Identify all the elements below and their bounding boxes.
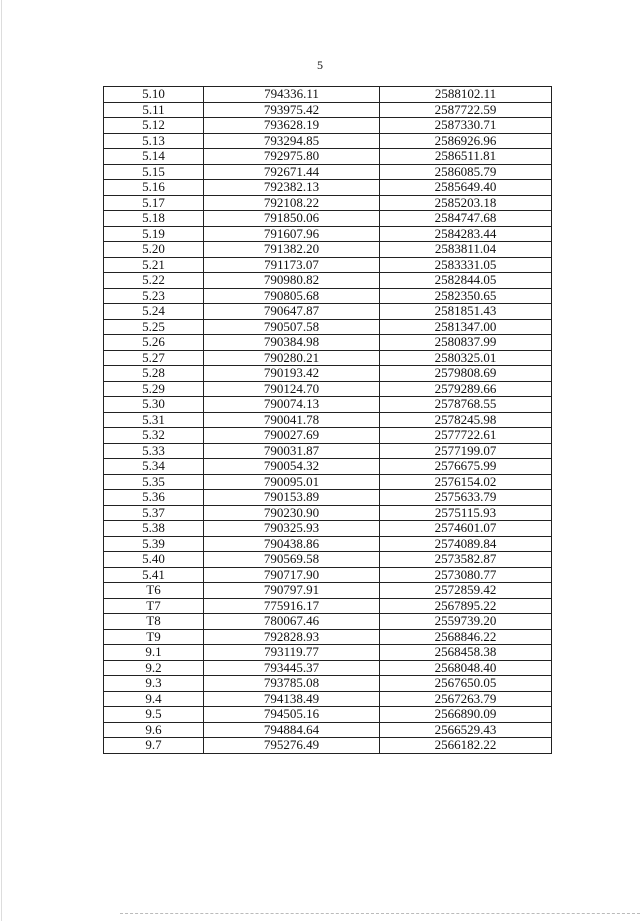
y-coordinate-cell: 2584747.68 [380, 211, 552, 227]
y-coordinate-cell: 2567895.22 [380, 598, 552, 614]
point-id-cell: 5.20 [104, 242, 204, 258]
x-coordinate-cell: 793785.08 [204, 676, 380, 692]
point-id-cell: T7 [104, 598, 204, 614]
table-row [104, 691, 552, 707]
y-coordinate-cell: 2575115.93 [380, 505, 552, 521]
x-coordinate-cell: 792108.22 [204, 195, 380, 211]
point-id-cell: 5.27 [104, 350, 204, 366]
x-coordinate-cell: 791607.96 [204, 226, 380, 242]
coordinates-table-body [104, 87, 552, 754]
y-coordinate-cell: 2584283.44 [380, 226, 552, 242]
table-row [104, 521, 552, 537]
y-coordinate-cell: 2578245.98 [380, 412, 552, 428]
point-id-cell: 5.31 [104, 412, 204, 428]
x-coordinate-cell: 790031.87 [204, 443, 380, 459]
table-row [104, 567, 552, 583]
table-row [104, 118, 552, 134]
point-id-cell: 5.24 [104, 304, 204, 320]
y-coordinate-cell: 2588102.11 [380, 87, 552, 103]
table-row [104, 164, 552, 180]
table-row [104, 412, 552, 428]
x-coordinate-cell: 794336.11 [204, 87, 380, 103]
table-row [104, 443, 552, 459]
x-coordinate-cell: 791173.07 [204, 257, 380, 273]
table-row [104, 614, 552, 630]
x-coordinate-cell: 794138.49 [204, 691, 380, 707]
y-coordinate-cell: 2585649.40 [380, 180, 552, 196]
x-coordinate-cell: 790384.98 [204, 335, 380, 351]
table-row [104, 722, 552, 738]
bottom-scan-line [120, 913, 640, 914]
table-row [104, 211, 552, 227]
y-coordinate-cell: 2585203.18 [380, 195, 552, 211]
y-coordinate-cell: 2580837.99 [380, 335, 552, 351]
table-row [104, 335, 552, 351]
table-row [104, 226, 552, 242]
x-coordinate-cell: 792975.80 [204, 149, 380, 165]
y-coordinate-cell: 2579808.69 [380, 366, 552, 382]
table-row [104, 273, 552, 289]
y-coordinate-cell: 2566529.43 [380, 722, 552, 738]
table-row [104, 381, 552, 397]
scan-edge-line [1, 0, 2, 921]
point-id-cell: 9.2 [104, 660, 204, 676]
point-id-cell: T9 [104, 629, 204, 645]
point-id-cell: 5.32 [104, 428, 204, 444]
point-id-cell: 5.13 [104, 133, 204, 149]
y-coordinate-cell: 2577722.61 [380, 428, 552, 444]
y-coordinate-cell: 2583331.05 [380, 257, 552, 273]
y-coordinate-cell: 2586085.79 [380, 164, 552, 180]
point-id-cell: 9.7 [104, 738, 204, 754]
point-id-cell: 5.16 [104, 180, 204, 196]
point-id-cell: 5.38 [104, 521, 204, 537]
table-row [104, 660, 552, 676]
table-row [104, 676, 552, 692]
point-id-cell: 5.21 [104, 257, 204, 273]
table-row [104, 474, 552, 490]
x-coordinate-cell: 791382.20 [204, 242, 380, 258]
table-row [104, 459, 552, 475]
y-coordinate-cell: 2582350.65 [380, 288, 552, 304]
point-id-cell: 5.15 [104, 164, 204, 180]
x-coordinate-cell: 790717.90 [204, 567, 380, 583]
x-coordinate-cell: 791850.06 [204, 211, 380, 227]
table-row [104, 180, 552, 196]
x-coordinate-cell: 790095.01 [204, 474, 380, 490]
point-id-cell: 5.39 [104, 536, 204, 552]
point-id-cell: 5.29 [104, 381, 204, 397]
x-coordinate-cell: 790193.42 [204, 366, 380, 382]
table-row [104, 149, 552, 165]
table-row [104, 304, 552, 320]
point-id-cell: 5.30 [104, 397, 204, 413]
y-coordinate-cell: 2577199.07 [380, 443, 552, 459]
x-coordinate-cell: 790325.93 [204, 521, 380, 537]
point-id-cell: 5.11 [104, 102, 204, 118]
point-id-cell: 5.36 [104, 490, 204, 506]
point-id-cell: 5.10 [104, 87, 204, 103]
table-row [104, 133, 552, 149]
table-row [104, 195, 552, 211]
point-id-cell: 5.28 [104, 366, 204, 382]
point-id-cell: 9.5 [104, 707, 204, 723]
table-row [104, 288, 552, 304]
y-coordinate-cell: 2587722.59 [380, 102, 552, 118]
x-coordinate-cell: 790124.70 [204, 381, 380, 397]
y-coordinate-cell: 2581851.43 [380, 304, 552, 320]
x-coordinate-cell: 775916.17 [204, 598, 380, 614]
point-id-cell: 5.25 [104, 319, 204, 335]
table-row [104, 428, 552, 444]
table-row [104, 598, 552, 614]
table-row [104, 350, 552, 366]
point-id-cell: 5.41 [104, 567, 204, 583]
x-coordinate-cell: 790153.89 [204, 490, 380, 506]
y-coordinate-cell: 2574089.84 [380, 536, 552, 552]
table-row [104, 552, 552, 568]
y-coordinate-cell: 2575633.79 [380, 490, 552, 506]
point-id-cell: 5.23 [104, 288, 204, 304]
table-row [104, 87, 552, 103]
x-coordinate-cell: 792828.93 [204, 629, 380, 645]
table-row [104, 397, 552, 413]
y-coordinate-cell: 2568048.40 [380, 660, 552, 676]
point-id-cell: T6 [104, 583, 204, 599]
table-row [104, 490, 552, 506]
y-coordinate-cell: 2567263.79 [380, 691, 552, 707]
point-id-cell: 5.17 [104, 195, 204, 211]
y-coordinate-cell: 2574601.07 [380, 521, 552, 537]
y-coordinate-cell: 2576675.99 [380, 459, 552, 475]
y-coordinate-cell: 2586926.96 [380, 133, 552, 149]
x-coordinate-cell: 790569.58 [204, 552, 380, 568]
x-coordinate-cell: 790647.87 [204, 304, 380, 320]
x-coordinate-cell: 790797.91 [204, 583, 380, 599]
x-coordinate-cell: 790507.58 [204, 319, 380, 335]
y-coordinate-cell: 2576154.02 [380, 474, 552, 490]
table-row [104, 319, 552, 335]
table-row [104, 645, 552, 661]
y-coordinate-cell: 2579289.66 [380, 381, 552, 397]
point-id-cell: 5.19 [104, 226, 204, 242]
table-row [104, 242, 552, 258]
point-id-cell: 9.4 [104, 691, 204, 707]
point-id-cell: 5.22 [104, 273, 204, 289]
x-coordinate-cell: 793119.77 [204, 645, 380, 661]
x-coordinate-cell: 790980.82 [204, 273, 380, 289]
y-coordinate-cell: 2566182.22 [380, 738, 552, 754]
x-coordinate-cell: 793445.37 [204, 660, 380, 676]
x-coordinate-cell: 790438.86 [204, 536, 380, 552]
y-coordinate-cell: 2559739.20 [380, 614, 552, 630]
x-coordinate-cell: 780067.46 [204, 614, 380, 630]
x-coordinate-cell: 790054.32 [204, 459, 380, 475]
y-coordinate-cell: 2578768.55 [380, 397, 552, 413]
x-coordinate-cell: 793628.19 [204, 118, 380, 134]
y-coordinate-cell: 2573080.77 [380, 567, 552, 583]
point-id-cell: T8 [104, 614, 204, 630]
point-id-cell: 5.40 [104, 552, 204, 568]
x-coordinate-cell: 795276.49 [204, 738, 380, 754]
y-coordinate-cell: 2567650.05 [380, 676, 552, 692]
table-row [104, 102, 552, 118]
table-row [104, 629, 552, 645]
x-coordinate-cell: 790230.90 [204, 505, 380, 521]
y-coordinate-cell: 2568458.38 [380, 645, 552, 661]
point-id-cell: 5.37 [104, 505, 204, 521]
y-coordinate-cell: 2573582.87 [380, 552, 552, 568]
x-coordinate-cell: 792382.13 [204, 180, 380, 196]
x-coordinate-cell: 790805.68 [204, 288, 380, 304]
point-id-cell: 5.33 [104, 443, 204, 459]
x-coordinate-cell: 792671.44 [204, 164, 380, 180]
point-id-cell: 5.26 [104, 335, 204, 351]
table-row [104, 505, 552, 521]
x-coordinate-cell: 790280.21 [204, 350, 380, 366]
y-coordinate-cell: 2580325.01 [380, 350, 552, 366]
x-coordinate-cell: 790041.78 [204, 412, 380, 428]
point-id-cell: 5.34 [104, 459, 204, 475]
table-row [104, 536, 552, 552]
y-coordinate-cell: 2581347.00 [380, 319, 552, 335]
point-id-cell: 9.1 [104, 645, 204, 661]
point-id-cell: 5.35 [104, 474, 204, 490]
x-coordinate-cell: 790074.13 [204, 397, 380, 413]
y-coordinate-cell: 2582844.05 [380, 273, 552, 289]
x-coordinate-cell: 794884.64 [204, 722, 380, 738]
point-id-cell: 9.6 [104, 722, 204, 738]
coordinates-table [103, 86, 552, 754]
table-row [104, 366, 552, 382]
table-row [104, 738, 552, 754]
table-row [104, 707, 552, 723]
table-row [104, 257, 552, 273]
x-coordinate-cell: 793294.85 [204, 133, 380, 149]
point-id-cell: 5.12 [104, 118, 204, 134]
point-id-cell: 9.3 [104, 676, 204, 692]
y-coordinate-cell: 2568846.22 [380, 629, 552, 645]
point-id-cell: 5.14 [104, 149, 204, 165]
y-coordinate-cell: 2566890.09 [380, 707, 552, 723]
y-coordinate-cell: 2587330.71 [380, 118, 552, 134]
x-coordinate-cell: 794505.16 [204, 707, 380, 723]
point-id-cell: 5.18 [104, 211, 204, 227]
page-number: 5 [317, 58, 323, 72]
y-coordinate-cell: 2572859.42 [380, 583, 552, 599]
x-coordinate-cell: 793975.42 [204, 102, 380, 118]
y-coordinate-cell: 2586511.81 [380, 149, 552, 165]
y-coordinate-cell: 2583811.04 [380, 242, 552, 258]
table-row [104, 583, 552, 599]
x-coordinate-cell: 790027.69 [204, 428, 380, 444]
